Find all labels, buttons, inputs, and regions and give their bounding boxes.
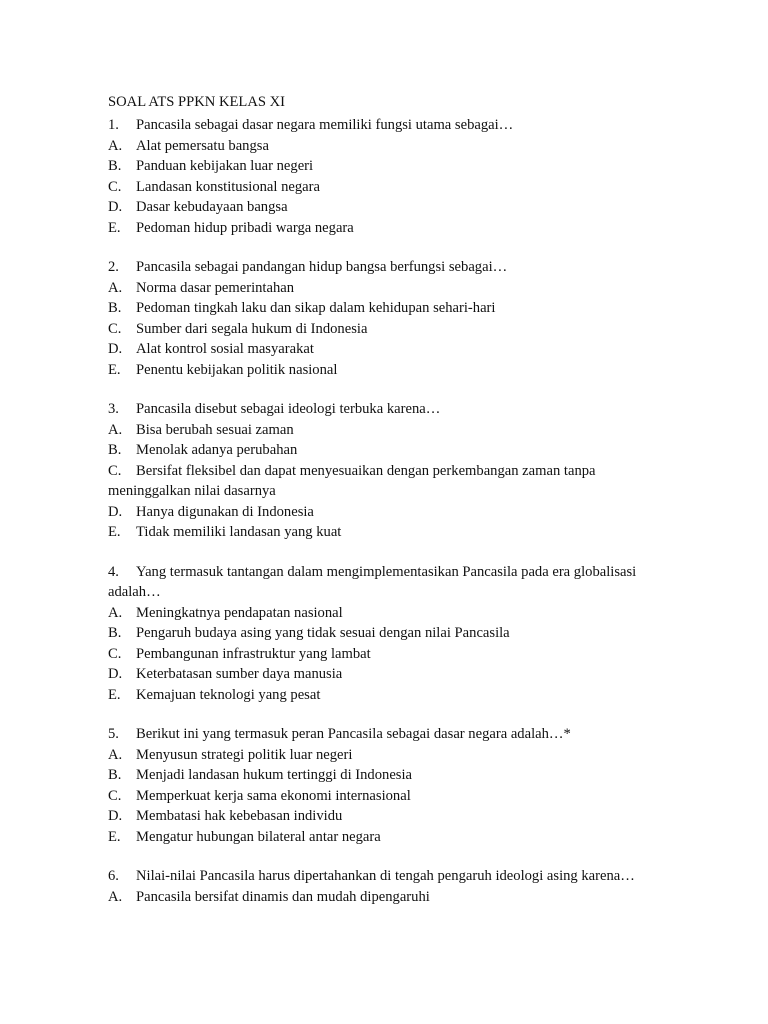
question-2 [108, 257, 668, 380]
option-text: Penentu kebijakan politik nasional [136, 361, 338, 378]
option-text: Mengatur hubungan bilateral antar negara [136, 828, 381, 845]
option-text: Menolak adanya perubahan [136, 442, 298, 458]
option-label: A. [108, 746, 123, 763]
question-stem [108, 724, 668, 745]
option-text: Norma dasar pemerintahan [136, 279, 295, 296]
option-e [108, 218, 668, 239]
option-text: Tidak memiliki landasan yang kuat [136, 524, 342, 540]
document-page [108, 92, 668, 926]
option-a [108, 887, 668, 908]
option-label: B. [108, 300, 122, 316]
option-text: Dasar kebudayaan bangsa [136, 199, 288, 215]
option-label: A. [108, 137, 123, 154]
option-label: D. [108, 666, 123, 682]
option-text: Menyusun strategi politik luar negeri [136, 746, 353, 763]
question-number: 5. [108, 726, 119, 742]
option-text: Keterbatasan sumber daya manusia [136, 666, 343, 682]
option-label: C. [108, 178, 122, 195]
option-text: Pengaruh budaya asing yang tidak sesuai dengan nilai Pancasila [136, 625, 510, 641]
question-4 [108, 562, 668, 706]
option-b [108, 440, 668, 461]
option-b [108, 765, 668, 786]
option-label: C. [108, 320, 122, 337]
option-label: D. [108, 199, 123, 215]
question-text: Berikut ini yang termasuk peran Pancasila sebagai dasar negara adalah…* [136, 726, 571, 742]
option-label: C. [108, 645, 122, 662]
option-text: Hanya digunakan di Indonesia [136, 503, 314, 520]
option-d [108, 664, 668, 685]
option-a [108, 603, 668, 624]
option-c [108, 177, 668, 198]
question-number: 6. [108, 868, 119, 884]
option-label: D. [108, 503, 123, 520]
option-text: Alat kontrol sosial masyarakat [136, 341, 314, 357]
option-label: D. [108, 808, 123, 824]
option-c [108, 786, 668, 807]
option-a [108, 136, 668, 157]
option-label: E. [108, 686, 121, 703]
option-a [108, 278, 668, 299]
option-text: Pancasila bersifat dinamis dan mudah dipengaruhi [136, 888, 430, 905]
question-3 [108, 399, 668, 543]
option-label: E. [108, 361, 121, 378]
option-b [108, 623, 668, 644]
question-text: Yang termasuk tantangan dalam mengimplementasikan Pancasila pada era globalisasi adalah… [108, 563, 637, 600]
option-label: D. [108, 341, 123, 357]
option-d [108, 806, 668, 827]
question-text: Pancasila sebagai dasar negara memiliki fungsi utama sebagai… [136, 117, 514, 133]
question-stem [108, 866, 668, 887]
option-label: A. [108, 421, 123, 438]
option-d [108, 197, 668, 218]
question-text: Pancasila disebut sebagai ideologi terbuka karena… [136, 401, 441, 417]
option-label: B. [108, 442, 122, 458]
option-text: Bisa berubah sesuai zaman [136, 421, 294, 438]
option-text: Membatasi hak kebebasan individu [136, 808, 343, 824]
option-text: Pedoman tingkah laku dan sikap dalam kehidupan sehari-hari [136, 300, 496, 316]
question-stem [108, 399, 668, 420]
option-d [108, 339, 668, 360]
option-text: Menjadi landasan hukum tertinggi di Indonesia [136, 767, 413, 783]
question-number: 1. [108, 117, 119, 133]
option-a [108, 420, 668, 441]
question-stem [108, 115, 668, 136]
option-text: Sumber dari segala hukum di Indonesia [136, 320, 368, 337]
option-d [108, 502, 668, 523]
option-text: Meningkatnya pendapatan nasional [136, 604, 343, 621]
question-number: 4. [108, 563, 119, 580]
option-c [108, 644, 668, 665]
option-label: C. [108, 462, 122, 479]
question-number: 3. [108, 401, 119, 417]
option-label: C. [108, 787, 122, 804]
option-e [108, 685, 668, 706]
option-text: Kemajuan teknologi yang pesat [136, 686, 321, 703]
option-text: Pedoman hidup pribadi warga negara [136, 219, 354, 236]
question-1 [108, 115, 668, 238]
option-c [108, 461, 668, 502]
option-e [108, 522, 668, 543]
question-stem [108, 562, 668, 603]
option-label: A. [108, 279, 123, 296]
option-text: Alat pemersatu bangsa [136, 137, 269, 154]
option-label: B. [108, 158, 122, 174]
option-b [108, 298, 668, 319]
option-label: B. [108, 767, 122, 783]
question-number: 2. [108, 259, 119, 275]
option-e [108, 827, 668, 848]
question-6 [108, 866, 668, 907]
option-label: B. [108, 625, 122, 641]
option-a [108, 745, 668, 766]
question-stem [108, 257, 668, 278]
question-5 [108, 724, 668, 847]
question-text: Nilai-nilai Pancasila harus dipertahankan di tengah pengaruh ideologi asing karena… [136, 868, 635, 884]
option-label: E. [108, 828, 121, 845]
option-c [108, 319, 668, 340]
option-e [108, 360, 668, 381]
option-text: Landasan konstitusional negara [136, 178, 320, 195]
option-text: Panduan kebijakan luar negeri [136, 158, 314, 174]
option-b [108, 156, 668, 177]
option-label: A. [108, 604, 123, 621]
option-label: E. [108, 524, 121, 540]
document-title: SOAL ATS PPKN KELAS XI [108, 94, 286, 110]
option-text: Pembangunan infrastruktur yang lambat [136, 645, 371, 662]
question-text: Pancasila sebagai pandangan hidup bangsa berfungsi sebagai… [136, 259, 508, 275]
option-text: Bersifat fleksibel dan dapat menyesuaikan dengan perkembangan zaman tanpa meninggalkan nilai dasarnya [108, 462, 596, 499]
option-text: Memperkuat kerja sama ekonomi internasional [136, 787, 411, 804]
option-label: E. [108, 219, 121, 236]
option-label: A. [108, 888, 123, 905]
